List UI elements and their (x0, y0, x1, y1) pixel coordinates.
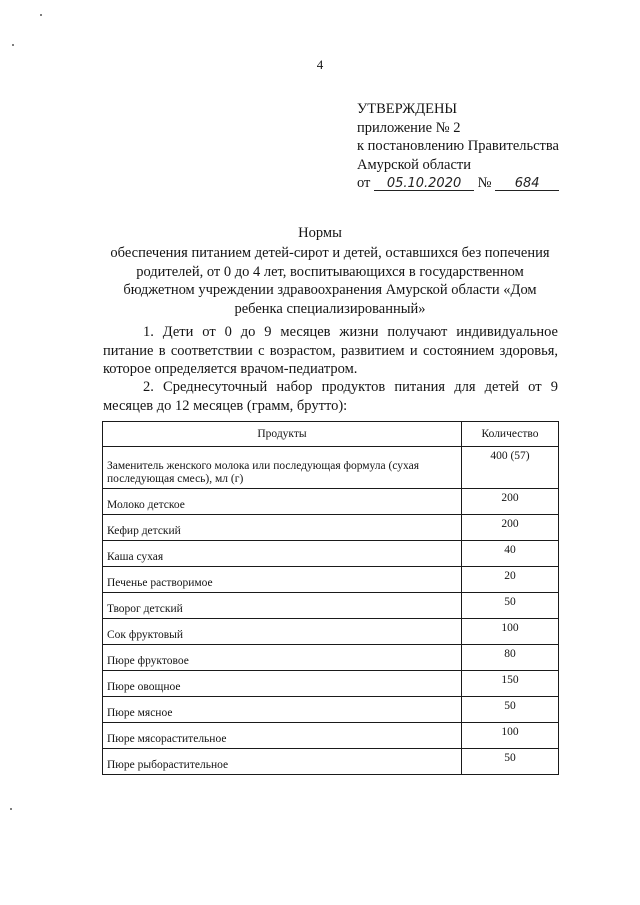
approval-line-region: Амурской области (357, 156, 471, 173)
product-cell: Пюре мясорастительное (103, 723, 462, 749)
quantity-cell: 50 (462, 697, 559, 723)
approval-line-appendix: приложение № 2 (357, 119, 461, 136)
table-row (103, 567, 559, 593)
product-cell: Каша сухая (103, 541, 462, 567)
table-row (103, 593, 559, 619)
paragraph-2: 2. Среднесуточный набор продуктов питания для детей от 9 месяцев до 12 месяцев (грамм, брутто): (103, 379, 558, 414)
product-cell: Пюре мясное (103, 697, 462, 723)
handwritten-date: 05.10.2020 (374, 177, 474, 191)
food-norms-table (102, 421, 559, 775)
quantity-cell: 40 (462, 541, 559, 567)
product-cell: Творог детский (103, 593, 462, 619)
product-cell: Сок фруктовый (103, 619, 462, 645)
number-sign: № (477, 175, 492, 191)
table-row (103, 515, 559, 541)
quantity-cell: 50 (462, 593, 559, 619)
table-row (103, 671, 559, 697)
table-row (103, 723, 559, 749)
scan-speck (10, 808, 12, 810)
product-cell: Заменитель женского молока или последующая формула (сухая последующая смесь), мл (г) (103, 447, 462, 489)
document-subtitle: обеспечения питанием детей-сирот и детей, оставшихся без попечения родителей, от 0 до 4 лет, воспитывающихся в государственном бюджетном учреждении здравоохранения Амурской области «Дом ребенка специализированный» (110, 245, 550, 317)
quantity-cell: 100 (462, 723, 559, 749)
table-row (103, 447, 559, 489)
product-cell: Молоко детское (103, 489, 462, 515)
quantity-cell: 200 (462, 515, 559, 541)
document-title: Нормы (298, 225, 342, 241)
paragraph-1: 1. Дети от 0 до 9 месяцев жизни получают индивидуальное питание в соответствии с возрастом, развитием и состоянием здоровья, которое определяется врачом-педиатром. (103, 324, 558, 377)
product-cell: Пюре фруктовое (103, 645, 462, 671)
quantity-cell: 80 (462, 645, 559, 671)
scan-speck (12, 44, 14, 46)
approval-date-line (357, 174, 559, 193)
handwritten-number: 684 (495, 177, 559, 191)
page-number: 4 (316, 57, 324, 72)
table-row (103, 645, 559, 671)
table-row (103, 541, 559, 567)
approval-heading: УТВЕРЖДЕНЫ (357, 101, 458, 117)
product-cell: Печенье растворимое (103, 567, 462, 593)
quantity-cell: 200 (462, 489, 559, 515)
quantity-cell: 400 (57) (462, 447, 559, 489)
approval-stamp (357, 100, 559, 193)
product-cell: Пюре овощное (103, 671, 462, 697)
header-products: Продукты (103, 422, 462, 447)
quantity-cell: 150 (462, 671, 559, 697)
table-row (103, 489, 559, 515)
quantity-cell: 20 (462, 567, 559, 593)
quantity-cell: 50 (462, 749, 559, 775)
product-cell: Кефир детский (103, 515, 462, 541)
table-row (103, 619, 559, 645)
approval-line-resolution: к постановлению Правительства (357, 138, 559, 154)
product-cell: Пюре рыборастительное (103, 749, 462, 775)
table-row (103, 749, 559, 775)
table-header-row (103, 422, 559, 447)
header-quantity: Количество (462, 422, 559, 447)
scan-speck (40, 14, 42, 16)
date-prefix: от (357, 175, 371, 191)
quantity-cell: 100 (462, 619, 559, 645)
table-row (103, 697, 559, 723)
